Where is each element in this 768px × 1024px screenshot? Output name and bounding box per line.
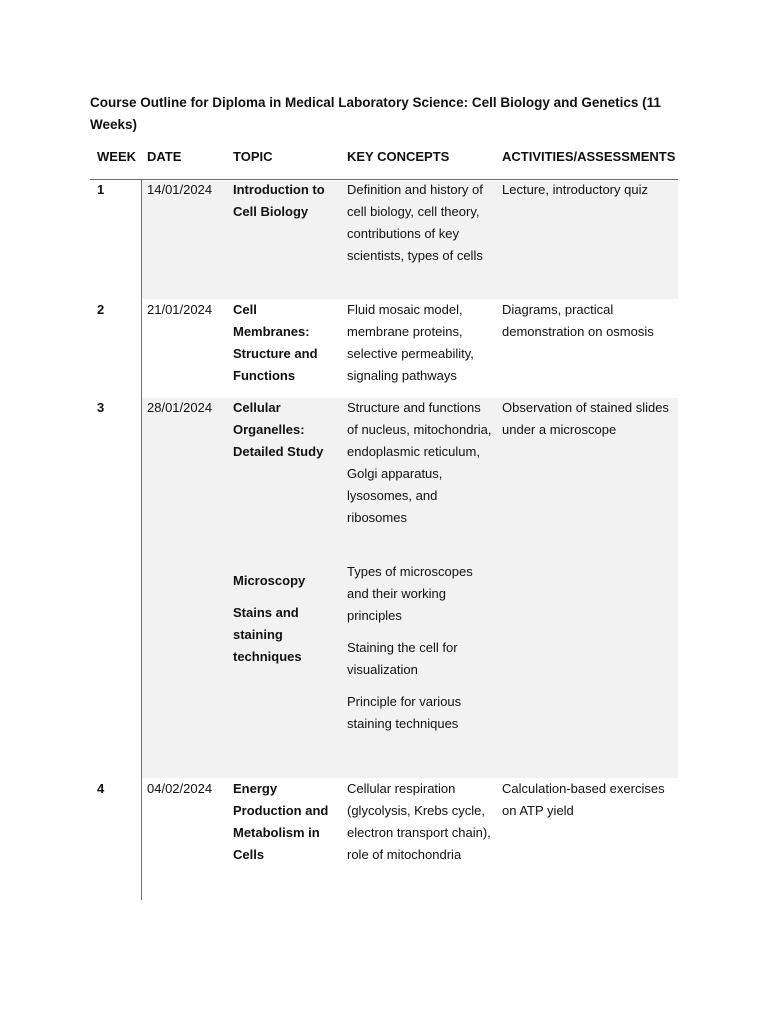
header-topic: TOPIC xyxy=(233,149,273,164)
table-row-3-topic: Cellular Organelles: Detailed Study xyxy=(233,400,324,459)
table-row-1-topic: Introduction to Cell Biology xyxy=(233,182,325,219)
table-row-4-key-concepts: Cellular respiration (glycolysis, Krebs cycle, electron transport chain), role of mitochondria xyxy=(347,781,491,862)
table-row-3-key-concepts: Structure and functions of nucleus, mitochondria, endoplasmic reticulum, Golgi apparatus, lysosomes, and ribosomes xyxy=(347,400,492,525)
table-row-2-key-concepts: Fluid mosaic model, membrane proteins, selective permeability, signaling pathways xyxy=(347,302,474,383)
table-row-2-activities: Diagrams, practical demonstration on osmosis xyxy=(502,302,654,339)
table-row-4-week: 4 xyxy=(97,781,105,796)
table-row-3-date: 28/01/2024 xyxy=(147,400,213,415)
header-activities: ACTIVITIES/ASSESSMENTS xyxy=(502,149,676,164)
table-row-4-date: 04/02/2024 xyxy=(147,781,213,796)
table-row-3-topic-microscopy: Microscopy xyxy=(233,573,306,588)
table-row-1-week: 1 xyxy=(97,182,105,197)
week-column-divider xyxy=(141,180,142,900)
table-row-1-key-concepts: Definition and history of cell biology, cell theory, contributions of key scientists, types of cells xyxy=(347,182,483,263)
table-row-2-week: 2 xyxy=(97,302,105,317)
table-row-4-activities: Calculation-based exercises on ATP yield xyxy=(502,781,665,818)
table-row-3-key-concepts-staining: Staining the cell for visualization xyxy=(347,640,458,677)
table-row-3-key-concepts-principle: Principle for various staining techniques xyxy=(347,694,462,731)
table-row-1-activities: Lecture, introductory quiz xyxy=(502,182,648,197)
table-row-1-date: 14/01/2024 xyxy=(147,182,213,197)
table-row-3-topic-stains: Stains and staining techniques xyxy=(233,605,302,664)
header-week: WEEK xyxy=(97,149,136,164)
table-row-2-date: 21/01/2024 xyxy=(147,302,213,317)
table-row-3-activities: Observation of stained slides under a microscope xyxy=(502,400,669,437)
document-title: Course Outline for Diploma in Medical Laboratory Science: Cell Biology and Genetics (11 Weeks) xyxy=(90,95,661,132)
table-row-4-topic: Energy Production and Metabolism in Cells xyxy=(233,781,329,862)
header-key-concepts: KEY CONCEPTS xyxy=(347,149,450,164)
table-row-3-week: 3 xyxy=(97,400,105,415)
table-row-2-topic: Cell Membranes: Structure and Functions xyxy=(233,302,318,383)
header-date: DATE xyxy=(147,149,182,164)
table-row-3-key-concepts-microscopes: Types of microscopes and their working principles xyxy=(347,564,473,623)
